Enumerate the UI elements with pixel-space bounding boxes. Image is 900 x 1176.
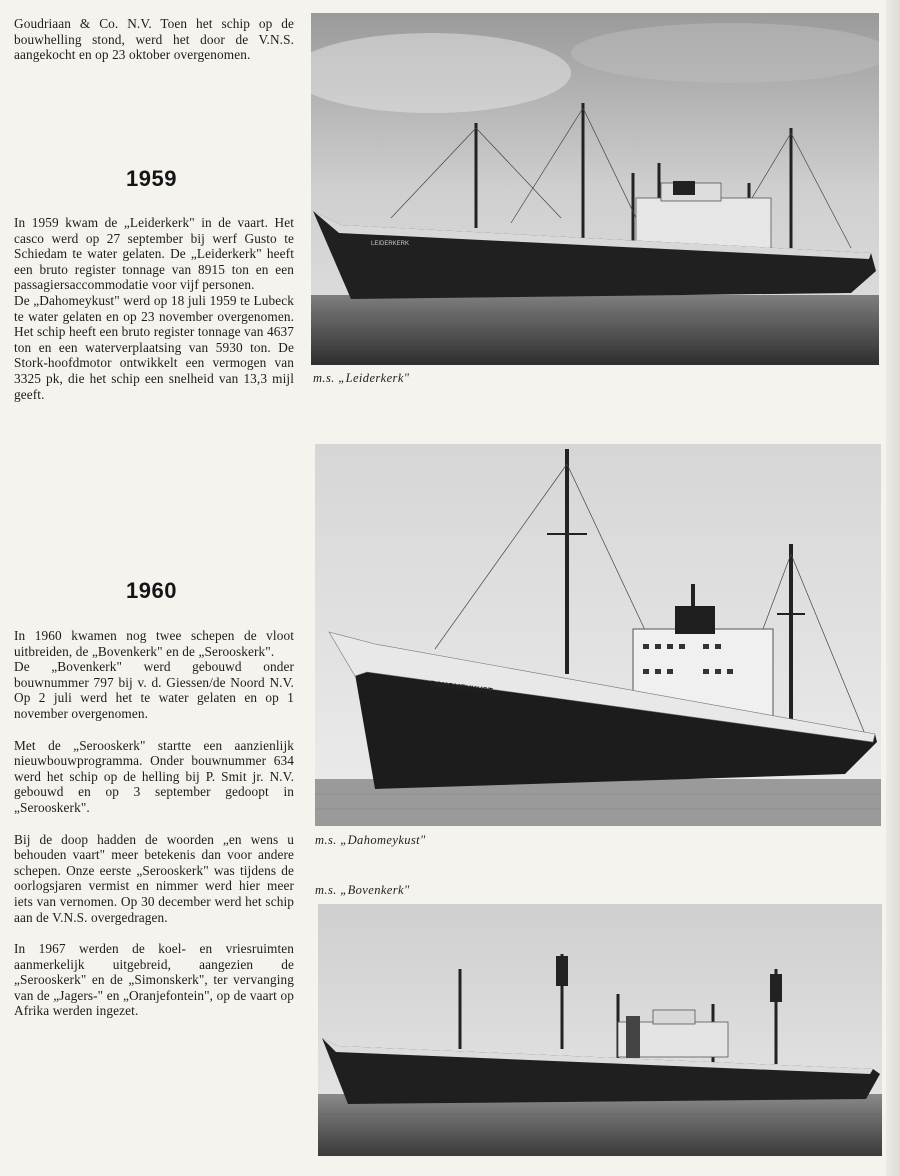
caption-bovenkerk: m.s. „Bovenkerk": [315, 883, 410, 897]
paragraph-leiderkerk: In 1959 kwam de „Leiderkerk" in de vaart. Het casco werd op 27 september bij werf Gusto te Schiedam te water gelaten. De „Leiderkerk" heeft een bruto register tonnage van 8915 ton en een passagiersaccommodatie voor vijf personen.: [14, 215, 294, 293]
photo-leiderkerk: [311, 13, 879, 365]
bovenkerk-ship-image: [318, 904, 882, 1156]
year-heading-1960: 1960: [126, 578, 177, 603]
leiderkerk-ship-image: [311, 13, 879, 365]
section-1959-text: [14, 215, 294, 418]
caption-leiderkerk: m.s. „Leiderkerk": [313, 371, 410, 385]
intro-paragraph: Goudriaan & Co. N.V. Toen het schip op de bouwhelling stond, werd het door de V.N.S. aangekocht en op 23 oktober overgenomen.: [14, 16, 294, 63]
section-1960-text: [14, 628, 294, 1035]
page-edge: [886, 0, 900, 1176]
dahomeykust-ship-image: [315, 444, 881, 826]
paragraph-bovenkerk: In 1960 kwamen nog twee schepen de vloot uitbreiden, de „Bovenkerk" en de „Serooskerk". De „Bovenkerk" werd gebouwd onder bouwnummer 797 bij v. d. Giessen/de Noord N.V. Op 2 juli werd het te water gelaten en op 1 november overgenomen.: [14, 628, 294, 721]
paragraph-koelruimten: In 1967 werden de koel- en vriesruimten aanmerkelijk uitgebreid, aangezien de „Serooskerk" en de „Simonskerk", ter vervanging van de „Jagers-" en „Oranjefontein", op de vaart op Afrika werden ingezet.: [14, 941, 294, 1019]
year-heading-1959: 1959: [126, 166, 177, 191]
paragraph-serooskerk: Met de „Serooskerk" startte een aanzienlijk nieuwbouwprogramma. Onder bouwnummer 634 werd het schip op de helling bij P. Smit jr. N.V. gebouwd en op 3 september gedoopt in „Serooskerk".: [14, 737, 294, 815]
hull-name-leiderkerk: LEIDERKERK: [371, 241, 410, 247]
caption-dahomeykust: m.s. „Dahomeykust": [315, 833, 426, 847]
hull-name-dahomeykust: DAHOMEYKUST: [429, 679, 494, 696]
paragraph-doop: Bij de doop hadden de woorden „en wens u behouden vaart" meer betekenis dan voor andere schepen. Onze eerste „Serooskerk" was tijdens de oorlogsjaren vermist en nimmer werd hier meer iets van vernomen. Op 30 december werd het schip aan de V.N.S. overgedragen.: [14, 831, 294, 925]
photo-dahomeykust: [315, 444, 881, 826]
paragraph-dahomeykust: De „Dahomeykust" werd op 18 juli 1959 te Lubeck te water gelaten en op 23 november overgenomen. Het schip heeft een bruto register tonnage van 4637 ton en een waterverplaatsing van 5930 ton. De Stork-hoofdmotor ontwikkelt een vermogen van 3325 pk, die het schip een snelheid van 13,3 mijl geeft.: [14, 292, 294, 402]
photo-bovenkerk: [318, 904, 882, 1156]
